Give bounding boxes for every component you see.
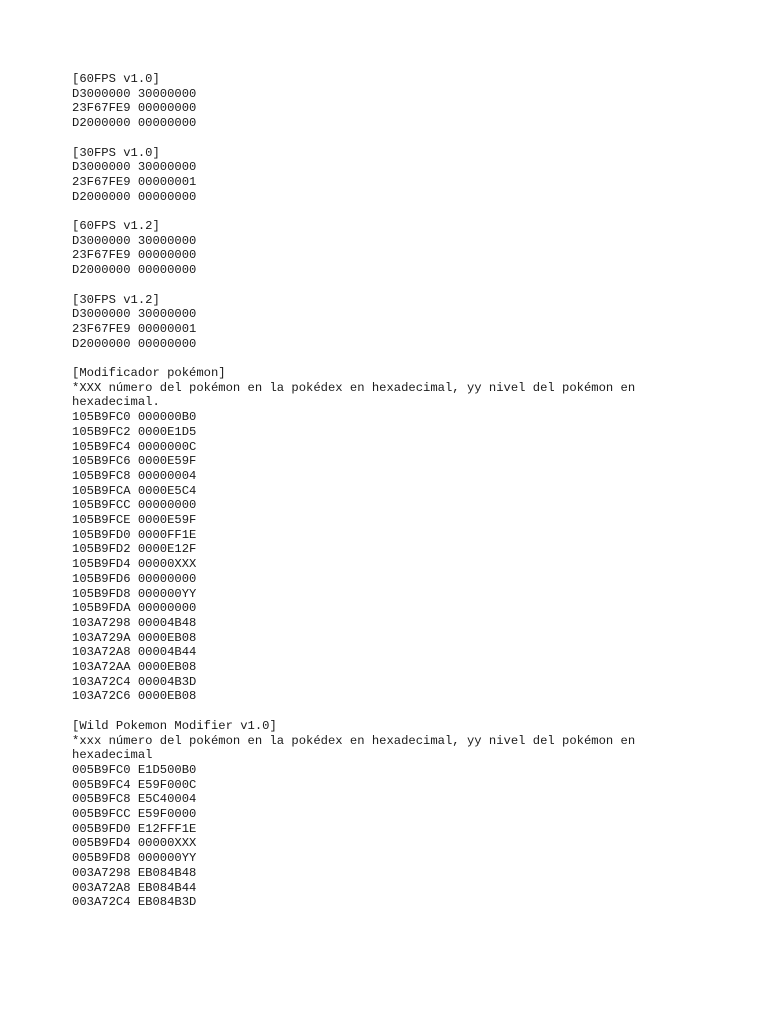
section-note: *xxx número del pokémon en la pokédex en hexadecimal, yy nivel del pokémon en hexadecimal xyxy=(72,733,643,763)
section-note: *XXX número del pokémon en la pokédex en hexadecimal, yy nivel del pokémon en hexadecimal. xyxy=(72,380,643,410)
code-line: 103A7298 00004B48 xyxy=(72,615,197,630)
cheat-section xyxy=(72,72,712,131)
code-line: 003A72A8 EB084B44 xyxy=(72,880,197,895)
code-line: D2000000 00000000 xyxy=(72,116,197,131)
code-line: 005B9FC4 E59F000C xyxy=(72,777,197,792)
code-line: 105B9FCC 00000000 xyxy=(72,498,197,513)
code-line: 105B9FDA 00000000 xyxy=(72,601,197,616)
code-line: 23F67FE9 00000000 xyxy=(72,101,197,116)
code-line: 005B9FC0 E1D500B0 xyxy=(72,762,197,777)
code-line: 105B9FC0 000000B0 xyxy=(72,410,197,425)
code-line: 105B9FD0 0000FF1E xyxy=(72,527,197,542)
code-line: 105B9FC6 0000E59F xyxy=(72,454,197,469)
code-line: 003A72C4 EB084B3D xyxy=(72,895,197,910)
code-line: 23F67FE9 00000001 xyxy=(72,321,197,336)
code-line: 105B9FD8 000000YY xyxy=(72,586,197,601)
code-line: 105B9FC4 0000000C xyxy=(72,439,197,454)
code-line: 005B9FD8 000000YY xyxy=(72,851,197,866)
section-title: [60FPS v1.0] xyxy=(72,72,160,86)
section-title: [60FPS v1.2] xyxy=(72,219,160,233)
code-line: 105B9FC2 0000E1D5 xyxy=(72,424,197,439)
code-line: 23F67FE9 00000001 xyxy=(72,174,197,189)
cheat-section xyxy=(72,146,712,205)
code-line: 105B9FCE 0000E59F xyxy=(72,513,197,528)
section-title: [Modificador pokémon] xyxy=(72,366,226,380)
code-line: 103A72A8 00004B44 xyxy=(72,645,197,660)
code-line: D2000000 00000000 xyxy=(72,336,197,351)
code-line: 103A72C4 00004B3D xyxy=(72,674,197,689)
code-line: D3000000 30000000 xyxy=(72,307,197,322)
code-line: 105B9FCA 0000E5C4 xyxy=(72,483,197,498)
code-line: 003A7298 EB084B48 xyxy=(72,865,197,880)
code-line: D3000000 30000000 xyxy=(72,233,197,248)
cheat-section xyxy=(72,293,712,352)
code-line: 103A72AA 0000EB08 xyxy=(72,660,197,675)
code-line: 103A729A 0000EB08 xyxy=(72,630,197,645)
section-title: [30FPS v1.2] xyxy=(72,292,160,307)
code-line: D2000000 00000000 xyxy=(72,189,197,204)
code-line: 005B9FC8 E5C40004 xyxy=(72,792,197,807)
section-title: [Wild Pokemon Modifier v1.0] xyxy=(72,718,277,733)
code-line: 105B9FC8 00000004 xyxy=(72,468,197,483)
cheat-section xyxy=(72,719,712,910)
cheat-section xyxy=(72,366,712,704)
document-page xyxy=(72,72,712,925)
code-line: 005B9FD0 E12FFF1E xyxy=(72,821,197,836)
code-line: 23F67FE9 00000000 xyxy=(72,248,197,263)
code-line: 105B9FD4 00000XXX xyxy=(72,557,197,572)
code-line: 005B9FCC E59F0000 xyxy=(72,807,197,822)
code-line: 103A72C6 0000EB08 xyxy=(72,689,197,704)
cheat-section xyxy=(72,219,712,278)
code-line: 105B9FD6 00000000 xyxy=(72,571,197,586)
code-line: D3000000 30000000 xyxy=(72,86,197,101)
code-line: D2000000 00000000 xyxy=(72,263,197,278)
code-line: 005B9FD4 00000XXX xyxy=(72,836,197,851)
section-title: [30FPS v1.0] xyxy=(72,145,160,160)
code-line: 105B9FD2 0000E12F xyxy=(72,542,197,557)
code-line: D3000000 30000000 xyxy=(72,160,197,175)
